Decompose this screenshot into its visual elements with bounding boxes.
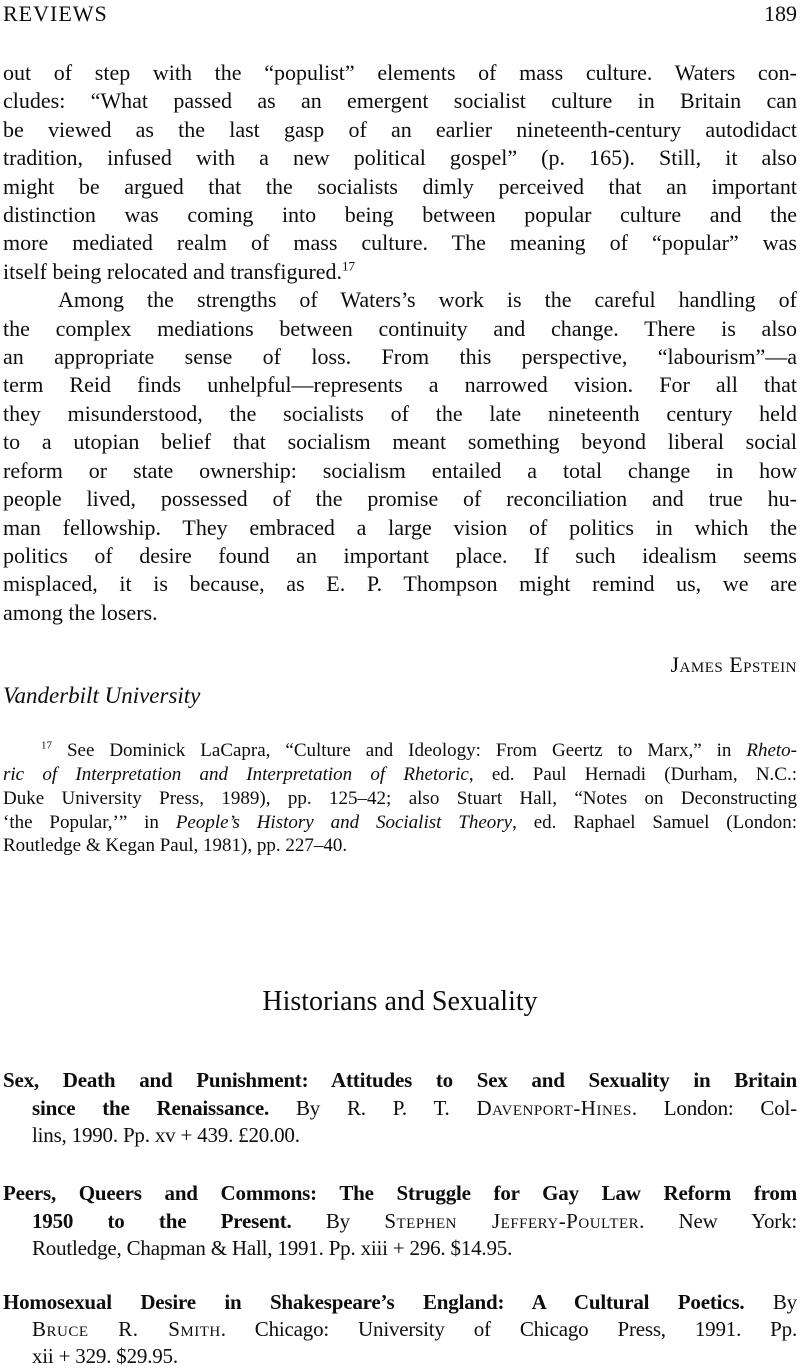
citation-text: . New York: <box>639 1208 797 1233</box>
text-line: they misunderstood, the socialists of the late nineteenth century held <box>3 400 797 426</box>
citation-text: By <box>772 1289 797 1314</box>
text-line: to a utopian belief that socialism meant something beyond liberal social <box>3 429 797 455</box>
citation-line <box>3 1180 797 1207</box>
text-line: misplaced, it is because, as E. P. Thompson might remind us, we are <box>3 571 797 597</box>
citation-text: . Chicago: University of Chicago Press, 1991. Pp. <box>220 1316 797 1341</box>
footnote-line: Duke University Press, 1989), pp. 125–42; also Stuart Hall, “Notes on Deconstructing <box>3 787 797 809</box>
citation-line: lins, 1990. Pp. xv + 439. £20.00. <box>32 1122 300 1147</box>
text-line <box>3 258 797 286</box>
text-line: more mediated realm of mass culture. The meaning of “popular” was <box>3 230 797 256</box>
text-line: people lived, possessed of the promise of reconciliation and true hu- <box>3 486 797 512</box>
footnote-text: , ed. Raphael Samuel (London: <box>512 811 797 833</box>
book-title: Homosexual Desire in Shakespeare’s England: A Cultural Poetics. <box>3 1289 745 1314</box>
review-paragraph-1 <box>3 59 797 286</box>
citation-line <box>3 1067 797 1094</box>
citation-line <box>3 1289 797 1316</box>
author-name: Stephen Jeffery-Poulter <box>384 1208 640 1233</box>
book-citation-1 <box>3 1067 797 1149</box>
text-line: out of step with the “populist” elements of mass culture. Waters con- <box>3 60 797 85</box>
footnote-text: ‘the Popular,’” in <box>3 811 159 833</box>
citation-line: xii + 329. $29.95. <box>32 1344 178 1369</box>
page-number: 189 <box>764 1 797 26</box>
footnote-reference: 17 <box>342 258 356 274</box>
book-citation-3 <box>3 1289 797 1369</box>
text-line: reform or state ownership: socialism entailed a total change in how <box>3 457 797 483</box>
cited-title: Rheto- <box>746 740 798 762</box>
footnote-line: Routledge & Kegan Paul, 1981), pp. 227–40. <box>3 835 348 857</box>
text-line: the complex mediations between continuity and change. There is also <box>3 315 797 341</box>
text-line: an appropriate sense of loss. From this perspective, “labourism”—a <box>3 344 797 370</box>
footnote-text: , ed. Paul Hernadi (Durham, N.C.: <box>468 763 798 785</box>
text-line: among the losers. <box>3 599 158 625</box>
author-name: Davenport-Hines <box>476 1095 632 1120</box>
review-paragraph-2 <box>3 286 797 627</box>
journal-section-label: REVIEWS <box>3 1 108 26</box>
reviewer-affiliation: Vanderbilt University <box>3 683 201 709</box>
citation-text: By R. P. T. <box>295 1095 450 1120</box>
citation-line <box>3 1316 797 1343</box>
book-title: since the Renaissance. <box>32 1095 270 1120</box>
book-citation-2 <box>3 1180 797 1262</box>
text-line: distinction was coming into being between popular culture and the <box>3 202 797 228</box>
paragraph-end-text: itself being relocated and transfigured. <box>3 258 343 284</box>
footnote-line <box>3 739 797 763</box>
footnote-marker: 17 <box>41 739 52 752</box>
text-line: term Reid finds unhelpful—represents a narrowed vision. For all that <box>3 372 797 398</box>
footnote-17 <box>3 739 797 858</box>
citation-line <box>3 1095 797 1122</box>
book-title: Sex, Death and Punishment: Attitudes to Sex and Sexuality in Britain <box>3 1068 797 1093</box>
author-name: Bruce R. Smith <box>32 1316 221 1341</box>
footnote-line <box>3 811 797 835</box>
text-line: politics of desire found an important place. If such idealism seems <box>3 542 797 568</box>
footnote-line <box>3 763 797 787</box>
citation-line <box>3 1208 797 1235</box>
citation-line: Routledge, Chapman & Hall, 1991. Pp. xiii + 296. $14.95. <box>32 1236 513 1261</box>
section-heading: Historians and Sexuality <box>262 986 538 1018</box>
footnote-text: See Dominick LaCapra, “Culture and Ideology: From Geertz to Marx,” in <box>66 740 732 762</box>
running-head <box>3 2 797 26</box>
text-line: man fellowship. They embraced a large vision of politics in which the <box>3 514 797 540</box>
cited-title: People’s History and Socialist Theory <box>175 811 513 833</box>
citation-text: By <box>325 1208 350 1233</box>
citation-text: . London: Col- <box>631 1095 797 1120</box>
text-line: might be argued that the socialists dimly perceived that an important <box>3 173 797 199</box>
text-line: tradition, infused with a new political gospel” (p. 165). Still, it also <box>3 145 797 171</box>
text-line: be viewed as the last gasp of an earlier nineteenth-century autodidact <box>3 116 797 142</box>
reviewer-name: James Epstein <box>670 652 797 678</box>
book-title: Peers, Queers and Commons: The Struggle for Gay Law Reform from <box>3 1181 797 1206</box>
text-line: Among the strengths of Waters’s work is the careful handling of <box>58 287 797 313</box>
text-line: cludes: “What passed as an emergent socialist culture in Britain can <box>3 88 797 114</box>
book-title: 1950 to the Present. <box>32 1208 292 1233</box>
reviewer-signature <box>3 651 797 679</box>
cited-title: ric of Interpretation and Interpretation of Rhetoric <box>3 763 469 785</box>
